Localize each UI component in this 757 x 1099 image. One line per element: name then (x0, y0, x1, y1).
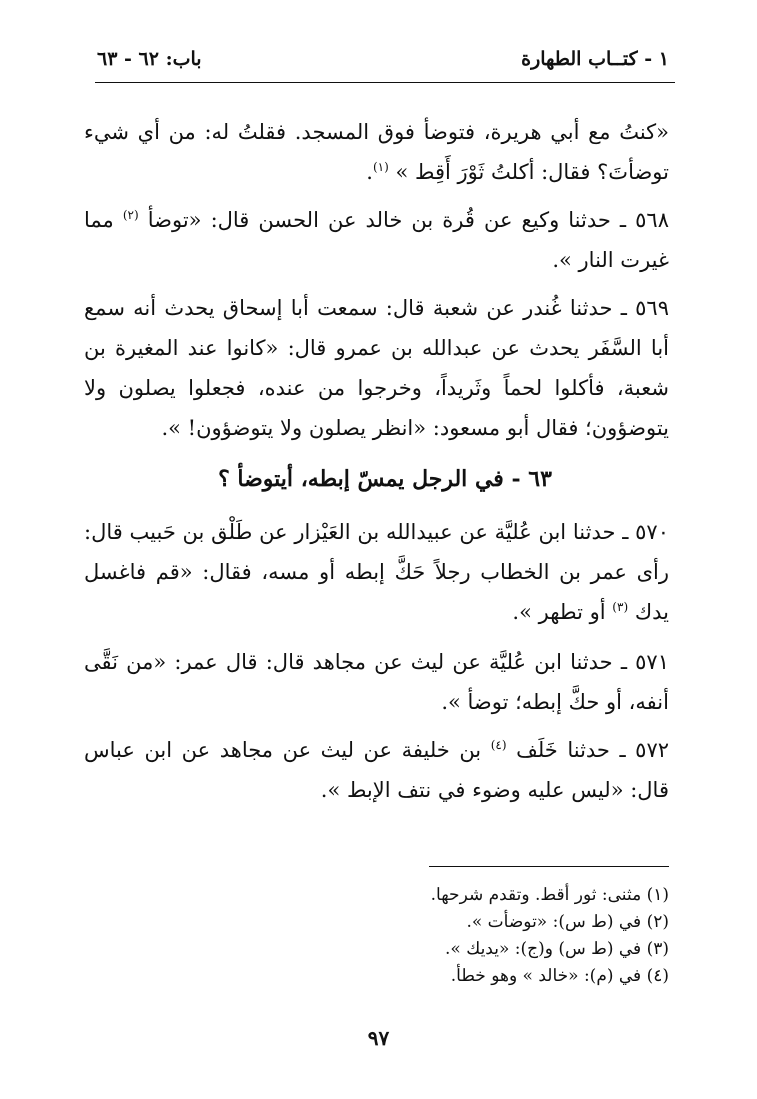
footnote-1: (١) مثنى: ثور أقط. وتقدم شرحها. (430, 885, 669, 905)
paragraph-text: أو تطهر ». (512, 600, 606, 624)
footnote-marker: (١) (372, 160, 389, 174)
page-number: ٩٧ (367, 1026, 390, 1050)
paragraph-568 (84, 200, 669, 280)
paragraph-text: ٥٧٢ ـ حدثنا خَلَف (516, 738, 670, 762)
footnote-3: (٣) في (ط س) و(ج): «يديك ». (445, 939, 669, 959)
paragraph-569 (84, 288, 669, 448)
paragraph-572 (84, 730, 669, 810)
paragraph-text: ٥٦٩ ـ حدثنا غُندر عن شعبة قال: سمعت أبا إسحاق يحدث أنه سمع أبا السَّفَر يحدث عن عبدالله بن عمرو قال: «كانوا عند المغيرة بن شعبة، فأكلوا لحماً وثَريداً، وخرجوا من عنده، فجعلوا يصلون ولا يتوضؤون؛ فقال أبو مسعود: «انظر يصلون ولا يتوضؤون! ». (84, 296, 669, 440)
header-divider (95, 82, 675, 83)
paragraph-text: ٥٦٨ ـ حدثنا وكيع عن قُرة بن خالد عن الحسن قال: «توضأ (147, 208, 669, 232)
footnotes (169, 882, 669, 990)
paragraph-text: ٥٧١ ـ حدثنا ابن عُليَّة عن ليث عن مجاهد قال: قال عمر: «من نَقَّى أنفه، أو حكَّ إبطه؛ توضأ ». (84, 650, 669, 714)
section-heading: ٦٣ - في الرجل يمسّ إبطه، أيتوضأ ؟ (218, 466, 552, 492)
paragraph-text: «كنتُ مع أبي هريرة، فتوضأ فوق المسجد. فقلتُ له: من أي شيء توضأتَ؟ فقال: أكلتُ ثَوْرَ أَقِط » (84, 120, 669, 184)
paragraph-text: بن خليفة عن ليث عن مجاهد عن ابن عباس قال: «ليس عليه وضوء في نتف الإبط ». (84, 738, 669, 802)
footnote-4: (٤) في (م): «خالد » وهو خطأ. (450, 966, 669, 986)
footnote-divider (429, 866, 669, 867)
footnote-marker: (٣) (612, 600, 629, 614)
paragraph-571 (84, 642, 669, 722)
paragraph-567-continuation (84, 112, 669, 192)
paragraph-text: مما غيرت النار ». (84, 208, 669, 272)
paragraph-text: . (366, 160, 373, 184)
paragraph-text: ٥٧٠ ـ حدثنا ابن عُليَّة عن عبيدالله بن العَيْزار عن طَلْق بن حَبيب قال: رأى عمر بن الخطاب رجلاً حَكَّ إبطه أو مسه، فقال: «قم فاغسل يدك (84, 520, 669, 624)
paragraph-570 (84, 512, 669, 632)
running-header-chapter: ١ - كتــاب الطهارة (521, 48, 669, 70)
footnote-2: (٢) في (ط س): «توضأت ». (466, 912, 669, 932)
footnote-marker: (٢) (122, 208, 139, 222)
running-header-section: باب: ٦٢ - ٦٣ (97, 48, 202, 70)
footnote-marker: (٤) (490, 738, 507, 752)
